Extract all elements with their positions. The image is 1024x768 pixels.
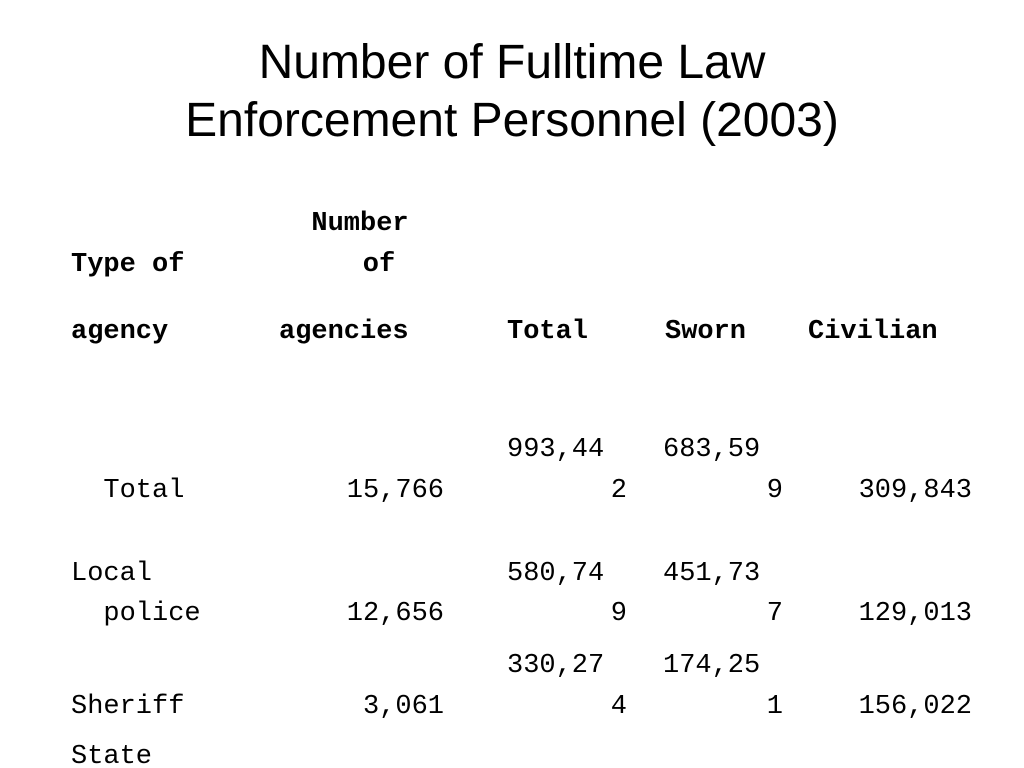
row-total-line-2: 9 xyxy=(610,599,627,629)
row-civilian: 309,843 xyxy=(858,476,972,506)
row-sworn-line-2: 9 xyxy=(766,476,783,506)
row-type: Total xyxy=(71,476,185,506)
header-total: Total xyxy=(507,317,589,347)
title-line-1: Number of Fulltime Law xyxy=(258,36,766,89)
row-sworn-line-1: 174,25 xyxy=(663,651,761,681)
row-agencies: 12,656 xyxy=(346,599,444,629)
row-sworn-line-2: 7 xyxy=(766,599,783,629)
row-sworn-line-1: 683,59 xyxy=(663,435,761,465)
slide-title xyxy=(0,34,1024,150)
row-type-line-2: police xyxy=(71,599,201,629)
row-total-line-1: 330,27 xyxy=(507,651,605,681)
header-type-line-1: Type of xyxy=(71,250,185,280)
header-agencies-line-1: Number xyxy=(311,209,409,239)
row-type-line-1: State xyxy=(71,742,153,768)
header-type-line-2: agency xyxy=(71,317,169,347)
row-civilian: 129,013 xyxy=(858,599,972,629)
row-total-line-1: 993,44 xyxy=(507,435,605,465)
row-type-line-1: Local xyxy=(71,559,153,589)
header-agencies-line-3: agencies xyxy=(279,317,409,347)
header-agencies-line-2: of xyxy=(362,250,396,280)
row-total-line-1: 580,74 xyxy=(507,559,605,589)
row-type: Sheriff xyxy=(71,692,185,722)
row-agencies: 3,061 xyxy=(362,692,444,722)
row-civilian: 156,022 xyxy=(858,692,972,722)
header-sworn: Sworn xyxy=(665,317,747,347)
row-total-line-2: 4 xyxy=(610,692,627,722)
row-sworn-line-1: 451,73 xyxy=(663,559,761,589)
row-agencies: 15,766 xyxy=(346,476,444,506)
header-civilian: Civilian xyxy=(808,317,938,347)
title-line-2: Enforcement Personnel (2003) xyxy=(185,94,839,147)
row-total-line-2: 2 xyxy=(610,476,627,506)
row-sworn-line-2: 1 xyxy=(766,692,783,722)
